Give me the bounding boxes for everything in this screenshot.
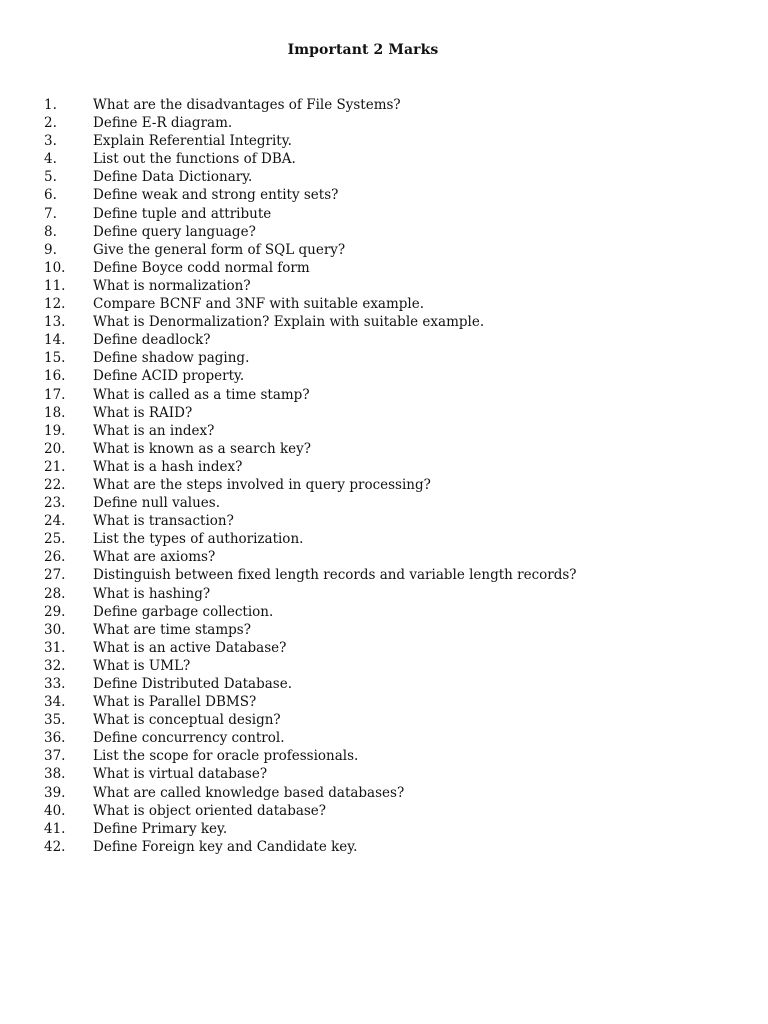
question-item [44,386,577,404]
question-text: Define concurrency control. [93,730,285,747]
question-text: Define E-R diagram. [93,115,233,132]
question-text: List the scope for oracle professionals. [93,748,359,765]
question-item [44,603,577,621]
question-text: Define deadlock? [93,332,211,349]
question-text: Define garbage collection. [93,603,274,620]
question-number: 19. [44,422,66,439]
question-number: 33. [44,676,66,692]
question-number: 3. [44,133,57,150]
question-number: 5. [44,169,57,186]
question-item [44,186,577,204]
question-item [44,114,577,132]
question-text: What is transaction? [93,513,234,530]
question-item [44,295,577,313]
question-number: 21. [44,458,66,475]
question-text: Define Foreign key and Candidate key. [93,838,358,855]
question-number: 35. [44,712,66,729]
question-text: What is conceptual design? [93,712,281,729]
question-text: Define Primary key. [93,820,228,837]
question-number: 7. [44,205,57,222]
question-number: 10. [44,259,66,276]
question-text: Define null values. [93,495,221,512]
question-number: 18. [44,404,66,421]
question-item [44,693,577,711]
question-text: What is virtual database? [93,766,268,783]
question-number: 9. [44,241,57,258]
question-number: 8. [44,223,57,240]
question-number: 39. [44,784,66,801]
question-text: What are the steps involved in query processing? [93,476,431,493]
question-item [44,512,577,530]
question-item [44,675,577,693]
question-number: 6. [44,187,57,204]
question-text: Distinguish between fixed length records and variable length records? [93,567,577,584]
question-text: What is UML? [93,657,191,674]
question-number: 14. [44,332,66,349]
question-item [44,585,577,603]
question-item [44,765,577,783]
question-item [44,168,577,186]
question-text: Explain Referential Integrity. [93,133,292,150]
question-number: 23. [44,495,66,512]
question-item [44,530,577,548]
question-text: What is normalization? [93,277,251,294]
question-number: 36. [44,730,66,747]
question-number: 37. [44,748,66,765]
question-list [44,96,577,856]
question-text: What is called as a time stamp? [93,386,310,403]
question-text: What is an index? [93,422,215,439]
question-item [44,784,577,802]
question-text: What is Denormalization? Explain with suitable example. [93,314,485,331]
question-text: Define Data Dictionary. [93,169,253,186]
question-item [44,331,577,349]
question-item [44,132,577,150]
question-item [44,566,577,584]
question-item [44,367,577,385]
question-number: 42. [44,838,66,855]
question-text: What is known as a search key? [93,440,312,457]
question-item [44,96,577,114]
question-number: 20. [44,440,66,457]
question-text: Define weak and strong entity sets? [93,187,339,204]
question-item [44,241,577,259]
question-text: What are axioms? [93,549,216,566]
question-number: 17. [44,386,66,403]
question-number: 32. [44,657,66,674]
question-number: 26. [44,549,66,566]
question-item [44,476,577,494]
question-number: 13. [44,314,66,331]
question-item [44,205,577,223]
question-item [44,422,577,440]
question-number: 27. [44,567,66,584]
question-item [44,639,577,657]
question-text: Compare BCNF and 3NF with suitable example. [93,296,425,313]
question-item [44,313,577,331]
question-number: 28. [44,585,66,602]
question-text: Define query language? [93,223,256,240]
question-text: Define Distributed Database. [93,676,292,692]
question-text: List the types of authorization. [93,531,304,548]
question-text: What is RAID? [93,404,193,421]
question-number: 11. [44,277,66,294]
question-item [44,729,577,747]
question-item [44,259,577,277]
question-item [44,838,577,856]
question-number: 15. [44,350,66,367]
question-item [44,802,577,820]
question-text: List out the functions of DBA. [93,151,296,168]
document-title: Important 2 Marks [287,42,439,58]
question-text: What is object oriented database? [93,802,327,819]
question-text: What is hashing? [93,585,211,602]
question-text: Define Boyce codd normal form [93,259,310,276]
question-number: 40. [44,802,66,819]
question-item [44,223,577,241]
question-text: What is an active Database? [93,639,287,656]
question-number: 41. [44,820,66,837]
question-number: 22. [44,476,66,493]
question-number: 30. [44,621,66,638]
question-number: 16. [44,368,66,385]
question-item [44,277,577,295]
question-item [44,150,577,168]
question-item [44,349,577,367]
question-text: What is a hash index? [93,458,243,475]
question-number: 24. [44,513,66,530]
question-item [44,621,577,639]
question-text: Define ACID property. [93,368,245,385]
question-number: 25. [44,531,66,548]
question-item [44,747,577,765]
question-text: Give the general form of SQL query? [93,241,346,258]
question-number: 38. [44,766,66,783]
question-text: Define shadow paging. [93,350,250,367]
question-number: 29. [44,603,66,620]
question-text: What are called knowledge based databases? [93,784,405,801]
question-item [44,494,577,512]
question-item [44,711,577,729]
question-item [44,657,577,675]
question-number: 4. [44,151,57,168]
question-text: What are the disadvantages of File Systems? [93,97,401,113]
question-text: Define tuple and attribute [93,205,272,222]
question-text: What are time stamps? [93,621,251,638]
question-number: 34. [44,694,66,711]
question-item [44,820,577,838]
question-number: 12. [44,296,66,313]
question-number: 1. [44,97,57,113]
question-item [44,440,577,458]
question-item [44,458,577,476]
question-number: 2. [44,115,57,132]
question-item [44,548,577,566]
question-number: 31. [44,639,66,656]
question-item [44,404,577,422]
question-text: What is Parallel DBMS? [93,694,257,711]
